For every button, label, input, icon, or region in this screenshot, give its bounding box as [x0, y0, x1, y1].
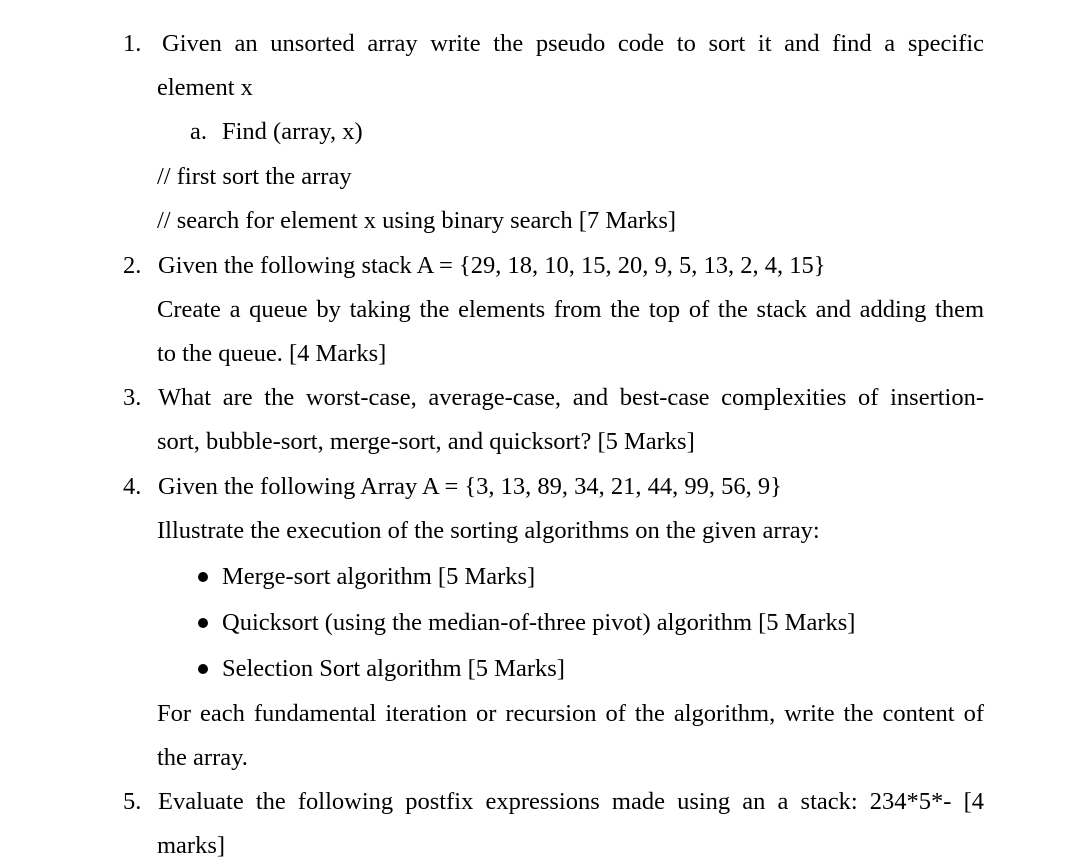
q3-line2: sort, bubble-sort, merge-sort, and quicksort? [5 Marks] — [157, 428, 695, 455]
q1-line1: Given an unsorted array write the pseudo code to sort it and find a specific — [162, 30, 984, 57]
q1-sub-a-text: Find (array, x) — [222, 118, 363, 145]
q4-bullet-2: Quicksort (using the median-of-three pivot) algorithm [5 Marks] — [222, 609, 856, 636]
bullet-dot-3 — [198, 664, 208, 674]
q2-line2: Create a queue by taking the elements from the top of the stack and adding them — [157, 296, 984, 323]
q5-line2: marks] — [157, 832, 226, 859]
q4-line1: Given the following Array A = {3, 13, 89, 34, 21, 44, 99, 56, 9} — [158, 473, 782, 500]
q4-line2: Illustrate the execution of the sorting algorithms on the given array: — [157, 517, 820, 544]
q1-comment2: // search for element x using binary search [7 Marks] — [157, 207, 677, 234]
q4-bullet-1: Merge-sort algorithm [5 Marks] — [222, 563, 536, 590]
bullet-dot-1 — [198, 572, 208, 582]
q2-line1: Given the following stack A = {29, 18, 10, 15, 20, 9, 5, 13, 2, 4, 15} — [158, 252, 826, 279]
q3-number: 3. — [123, 384, 142, 411]
q2-line3: to the queue. [4 Marks] — [157, 340, 387, 367]
q5-number: 5. — [123, 788, 142, 815]
q1-comment1: // first sort the array — [157, 163, 352, 190]
q1-number: 1. — [123, 30, 142, 57]
q5-line1: Evaluate the following postfix expressions made using an a stack: 234*5*- [4 — [158, 788, 984, 815]
q1-line2: element x — [157, 74, 253, 101]
bullet-dot-2 — [198, 618, 208, 628]
q4-line4: the array. — [157, 744, 248, 771]
q1-sub-a-label: a. — [190, 118, 207, 145]
q4-number: 4. — [123, 473, 142, 500]
q4-line3: For each fundamental iteration or recursion of the algorithm, write the content of — [157, 700, 984, 727]
q4-bullet-3: Selection Sort algorithm [5 Marks] — [222, 655, 565, 682]
q2-number: 2. — [123, 252, 142, 279]
q3-line1: What are the worst-case, average-case, and best-case complexities of insertion- — [158, 384, 984, 411]
